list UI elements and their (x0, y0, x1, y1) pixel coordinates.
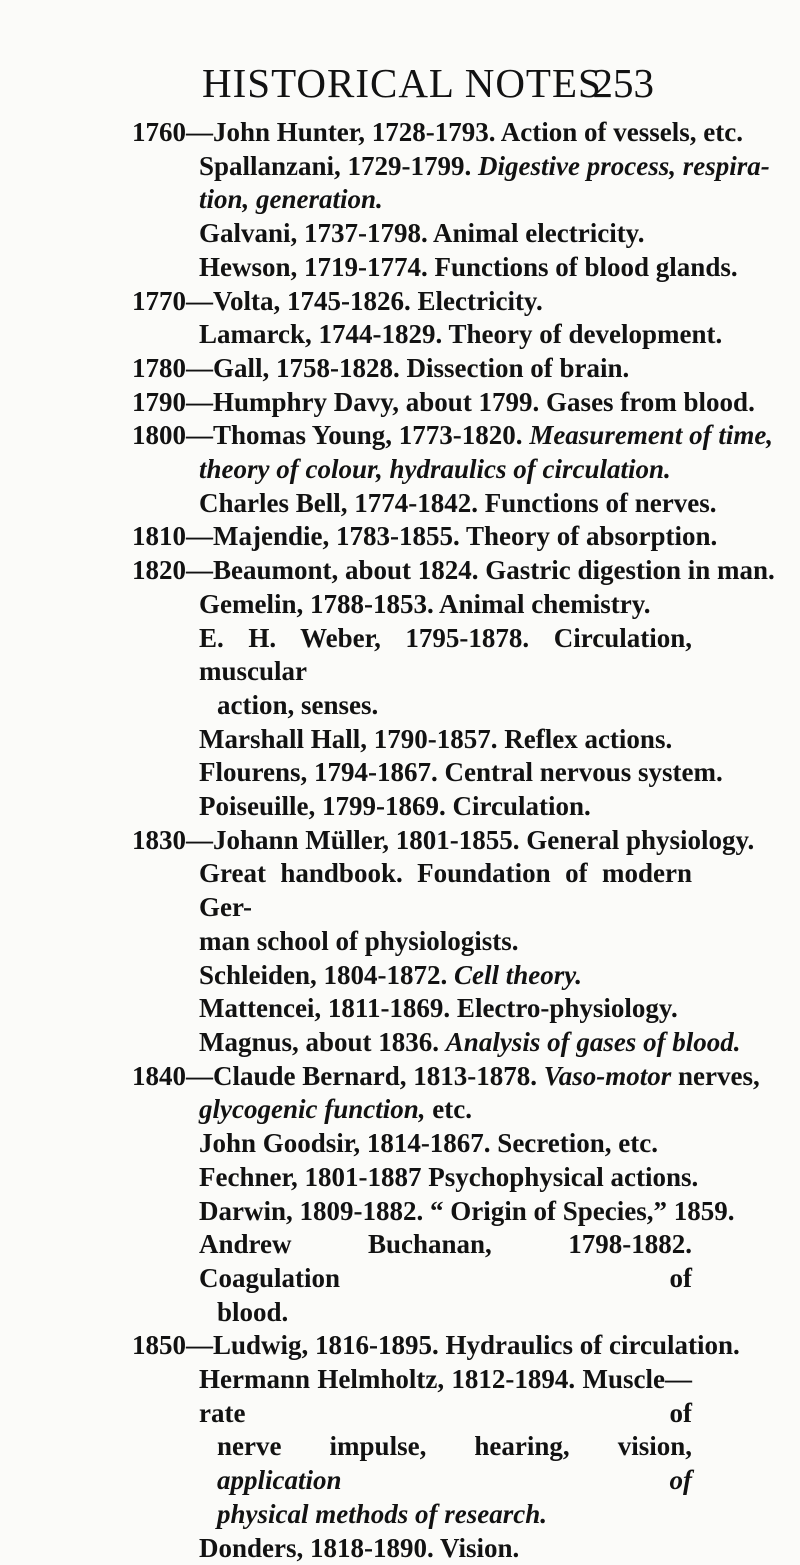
entry-line (132, 352, 692, 386)
entry-text: etc. (425, 1094, 472, 1125)
entry-line (132, 1093, 692, 1127)
entry-text: Marshall Hall, 1790-1857. Reflex actions. (199, 723, 673, 754)
running-title: HISTORICAL NOTES (202, 60, 602, 106)
entry-line (132, 318, 723, 352)
entry-dash: — (186, 824, 213, 855)
entry-year: 1810 (132, 521, 186, 552)
entry-year: 1850 (132, 1330, 186, 1361)
entry-text: Johann Müller, 1801-1855. General physiology. (213, 824, 755, 855)
entry-line (132, 622, 692, 689)
entry-dash: — (186, 521, 213, 552)
entry-line (132, 1026, 741, 1060)
entry-text: Ludwig, 1816-1895. Hydraulics of circulation. (213, 1330, 740, 1361)
entry-text: nerve impulse, hearing, vision, (217, 1431, 692, 1462)
entry-year: 1820 (132, 555, 186, 586)
entry-line (132, 925, 692, 959)
entry-text: Flourens, 1794-1867. Central nervous system. (199, 757, 723, 788)
entry-line (132, 824, 755, 858)
entry-text: Hewson, 1719-1774. Functions of blood glands. (199, 251, 738, 282)
entry-text: Andrew Buchanan, 1798-1882. Coagulation of (199, 1229, 692, 1293)
entry-italic-text: physical methods of research. (217, 1498, 547, 1529)
entry-line (132, 1228, 692, 1295)
entry-line (132, 251, 738, 285)
entry-line (132, 1430, 692, 1497)
entry-text: Volta, 1745-1826. Electricity. (213, 285, 543, 316)
entry-text: man school of physiologists. (199, 925, 519, 956)
entry-line (132, 857, 692, 924)
entry-italic-text: theory of colour, hydraulics of circulation. (199, 454, 671, 485)
entry-text: Darwin, 1809-1882. “ Origin of Species,” 1859. (199, 1195, 735, 1226)
entry-text: Galvani, 1737-1798. Animal electricity. (199, 218, 645, 249)
entry-italic-text: Digestive process, respira- (478, 150, 770, 181)
entry-text: John Goodsir, 1814-1867. Secretion, etc. (199, 1128, 658, 1159)
entry-dash: — (186, 1060, 213, 1091)
entry-text: Gall, 1758-1828. Dissection of brain. (213, 352, 630, 383)
entry-line (132, 1296, 692, 1330)
entry-line (132, 487, 717, 521)
entry-text: Fechner, 1801-1887 Psychophysical actions. (199, 1161, 699, 1192)
entry-line (132, 756, 723, 790)
entry-line (132, 1498, 692, 1532)
timeline-entry (132, 554, 775, 824)
page-number: 253 (592, 60, 654, 106)
entry-year: 1830 (132, 824, 186, 855)
entry-line (132, 1060, 760, 1094)
entry-italic-text: Vaso-motor (543, 1060, 672, 1091)
entry-text: Thomas Young, 1773-1820. (213, 420, 530, 451)
entry-text: Humphry Davy, about 1799. Gases from blood. (213, 386, 755, 417)
entry-line (132, 453, 692, 487)
entry-line (132, 419, 774, 453)
entry-line (132, 1195, 735, 1229)
entry-line (132, 959, 692, 993)
entry-line (132, 1127, 692, 1161)
entry-text: Charles Bell, 1774-1842. Functions of nerves. (199, 487, 717, 518)
entry-year: 1800 (132, 420, 186, 451)
entry-text: Spallanzani, 1729-1799. (199, 150, 479, 181)
entry-text: blood. (217, 1296, 289, 1327)
timeline-entry (132, 1060, 760, 1330)
entry-text: Mattencei, 1811-1869. Electro-physiology. (199, 993, 678, 1024)
entry-line (132, 1329, 740, 1363)
entry-text: Donders, 1818-1890. Vision. (199, 1532, 520, 1563)
entry-year: 1790 (132, 386, 186, 417)
entry-line (132, 116, 743, 150)
entry-line (132, 183, 692, 217)
entry-line (132, 588, 692, 622)
entry-text: Lamarck, 1744-1829. Theory of development. (199, 319, 723, 350)
entry-dash: — (186, 386, 213, 417)
entry-dash: — (186, 1330, 213, 1361)
entry-line (132, 723, 692, 757)
entry-text: John Hunter, 1728-1793. Action of vessels, etc. (213, 117, 743, 147)
timeline-entry (132, 824, 755, 1060)
entry-line (132, 217, 692, 251)
entry-dash: — (186, 555, 213, 586)
timeline-entry (132, 116, 770, 285)
entry-text: Hermann Helmholtz, 1812-1894. Muscle—rate of (199, 1364, 692, 1428)
entry-text: nerves, (671, 1060, 760, 1091)
timeline-entries (132, 116, 775, 1565)
entry-line (132, 689, 692, 723)
entry-text: E. H. Weber, 1795-1878. Circulation, muscular (199, 622, 692, 687)
entry-text: Magnus, about 1836. (199, 1026, 446, 1057)
entry-text: Majendie, 1783-1855. Theory of absorption. (213, 521, 718, 552)
running-header (0, 58, 800, 108)
entry-text: action, senses. (217, 689, 379, 720)
entry-line (132, 992, 692, 1026)
entry-year: 1780 (132, 352, 186, 383)
entry-italic-text: Analysis of gases of blood. (445, 1026, 741, 1057)
timeline-entry (132, 419, 774, 520)
entry-dash: — (186, 420, 213, 451)
entry-line (132, 520, 718, 554)
entry-line (132, 1363, 692, 1430)
entry-dash: — (186, 117, 213, 147)
entry-italic-text: glycogenic function, (199, 1094, 426, 1125)
entry-line (132, 554, 775, 588)
entry-line (132, 285, 692, 319)
timeline-entry (132, 1329, 740, 1565)
entry-line (132, 1532, 692, 1565)
entry-line (132, 150, 770, 184)
entry-text: Beaumont, about 1824. Gastric digestion in man. (213, 555, 775, 586)
entry-text: Claude Bernard, 1813-1878. (213, 1060, 544, 1091)
entry-year: 1760 (132, 117, 186, 147)
timeline-entry (132, 520, 718, 554)
entry-line (132, 386, 755, 420)
entry-text: Poiseuille, 1799-1869. Circulation. (199, 791, 591, 822)
entry-italic-text: Measurement of time, (529, 420, 774, 451)
entry-line (132, 790, 692, 824)
entry-italic-text: tion, generation. (199, 184, 383, 215)
entry-year: 1840 (132, 1060, 186, 1091)
entry-text: Schleiden, 1804-1872. (199, 959, 455, 990)
entry-dash: — (186, 352, 213, 383)
entry-line (132, 1161, 699, 1195)
entry-italic-text: application of (217, 1465, 692, 1496)
entry-year: 1770 (132, 285, 186, 316)
timeline-entry (132, 386, 755, 420)
entry-dash: — (186, 285, 213, 316)
timeline-entry (132, 352, 692, 386)
timeline-entry (132, 285, 723, 352)
entry-text: Great handbook. Foundation of modern Ger- (199, 858, 692, 923)
entry-text: Gemelin, 1788-1853. Animal chemistry. (199, 588, 651, 619)
entry-italic-text: Cell theory. (454, 959, 583, 990)
